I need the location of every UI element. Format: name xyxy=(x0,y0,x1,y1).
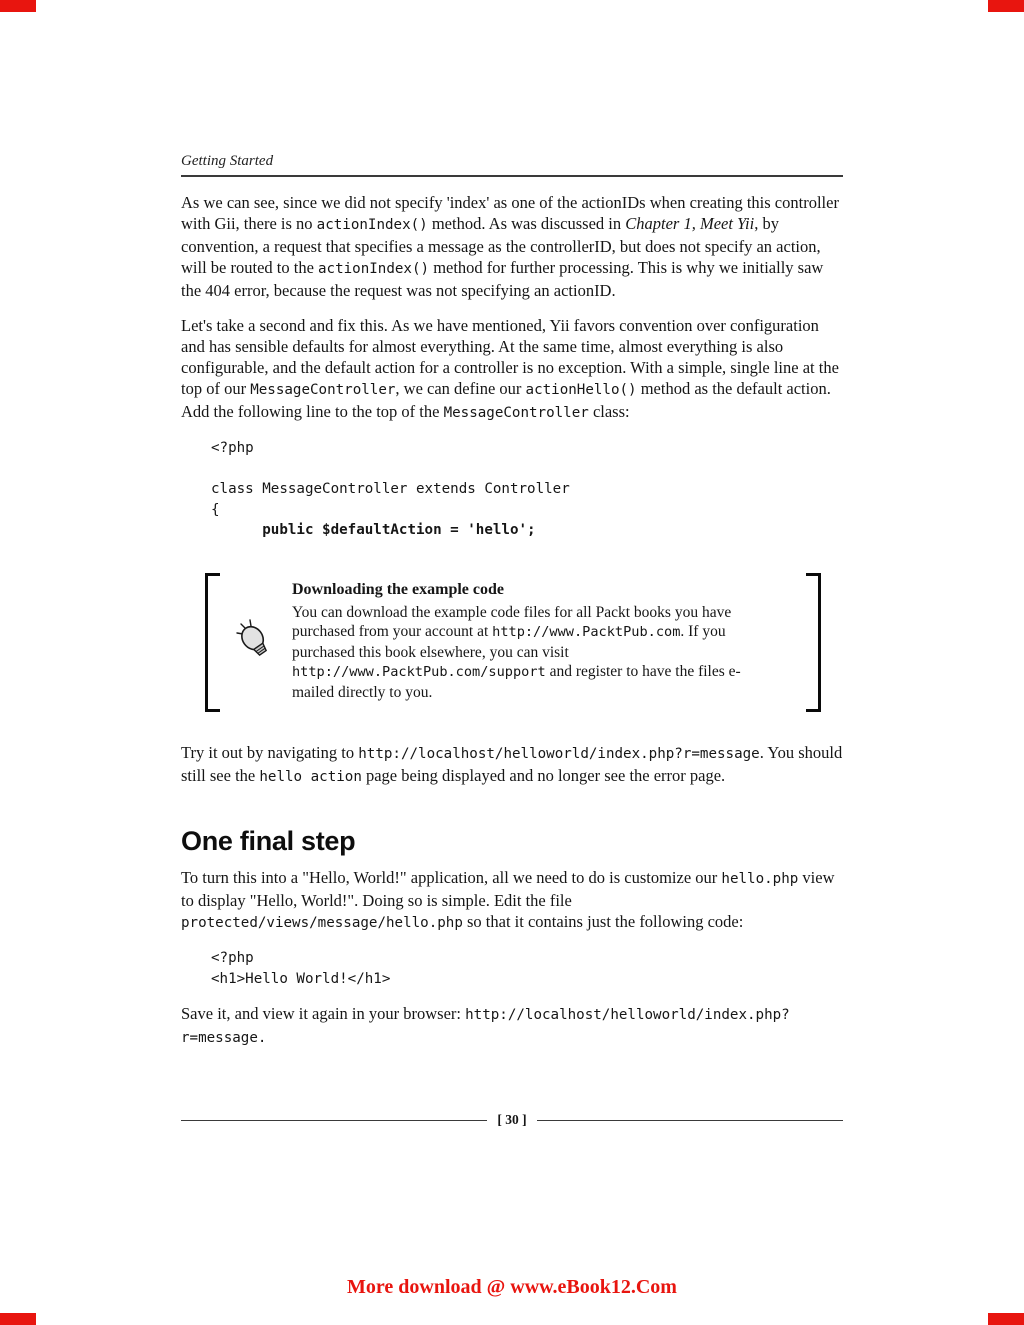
tip-icon-column xyxy=(220,573,292,713)
tip-body: You can download the example code files for all Packt books you have purchased from your account at http://www.PacktPub.com. If you purchased this book elsewhere, you can visit http://www.PacktPub.com/support and register to have the files e-mailed directly to you. xyxy=(292,603,741,701)
left-bracket xyxy=(205,573,220,713)
lightbulb-icon xyxy=(234,617,278,667)
paragraph-one-final-step: To turn this into a "Hello, World!" application, all we need to do is customize our hello.php view to display "Hello, World!". Doing so is simple. Edit the file protected/views/message/hello.php so that it contains just the following code: xyxy=(181,868,835,931)
page-number: [ 30 ] xyxy=(497,1112,527,1127)
paragraph-default-action: Let's take a second and fix this. As we have mentioned, Yii favors convention over configuration and has sensible defaults for almost everything. At the same time, almost everything is also configurable, and the default action for a controller is no exception. With a simple, single line at the top of our MessageController, we can define our actionHello() method as the default action. Add the following line to the top of the MessageController class: xyxy=(181,316,839,421)
header-rule xyxy=(181,175,843,177)
code-block-message-controller: <?php class MessageController extends Controller { public $defaultAction = 'hello'; xyxy=(211,440,570,538)
red-corner-mark-top-right xyxy=(988,0,1024,12)
running-header: Getting Started xyxy=(181,153,274,169)
section-heading: One final step xyxy=(181,826,356,856)
code-block-hello-view: <?php <h1>Hello World!</h1> xyxy=(211,950,391,987)
watermark-text: More download @ www.eBook12.Com xyxy=(347,1276,677,1298)
red-corner-mark-bottom-right xyxy=(988,1313,1024,1325)
red-corner-mark-top-left xyxy=(0,0,36,12)
info-box-download-example-code xyxy=(205,573,821,713)
page-content xyxy=(181,153,843,1049)
page-footer xyxy=(181,1112,843,1128)
paragraph-action-index: As we can see, since we did not specify 'index' as one of the actionIDs when creating this controller with Gii, there is no actionIndex() method. As was discussed in Chapter 1, Meet Yii, by convention, a request that specifies a message as the controllerID, but does not specify an action, will be routed to the actionIndex() method for further processing. This is why we initially saw the 404 error, because the request was not specifying an actionID. xyxy=(181,193,839,300)
red-corner-mark-bottom-left xyxy=(0,1313,36,1325)
right-bracket xyxy=(806,573,821,713)
tip-title: Downloading the example code xyxy=(292,580,504,598)
paragraph-save-it: Save it, and view it again in your browser: http://localhost/helloworld/index.php?r=message. xyxy=(181,1004,790,1046)
footer-rule-left xyxy=(181,1120,487,1121)
tip-content xyxy=(292,573,806,713)
paragraph-try-it-out: Try it out by navigating to http://localhost/helloworld/index.php?r=message. You should still see the hello action page being displayed and no longer see the error page. xyxy=(181,743,843,785)
footer-rule-right xyxy=(537,1120,843,1121)
